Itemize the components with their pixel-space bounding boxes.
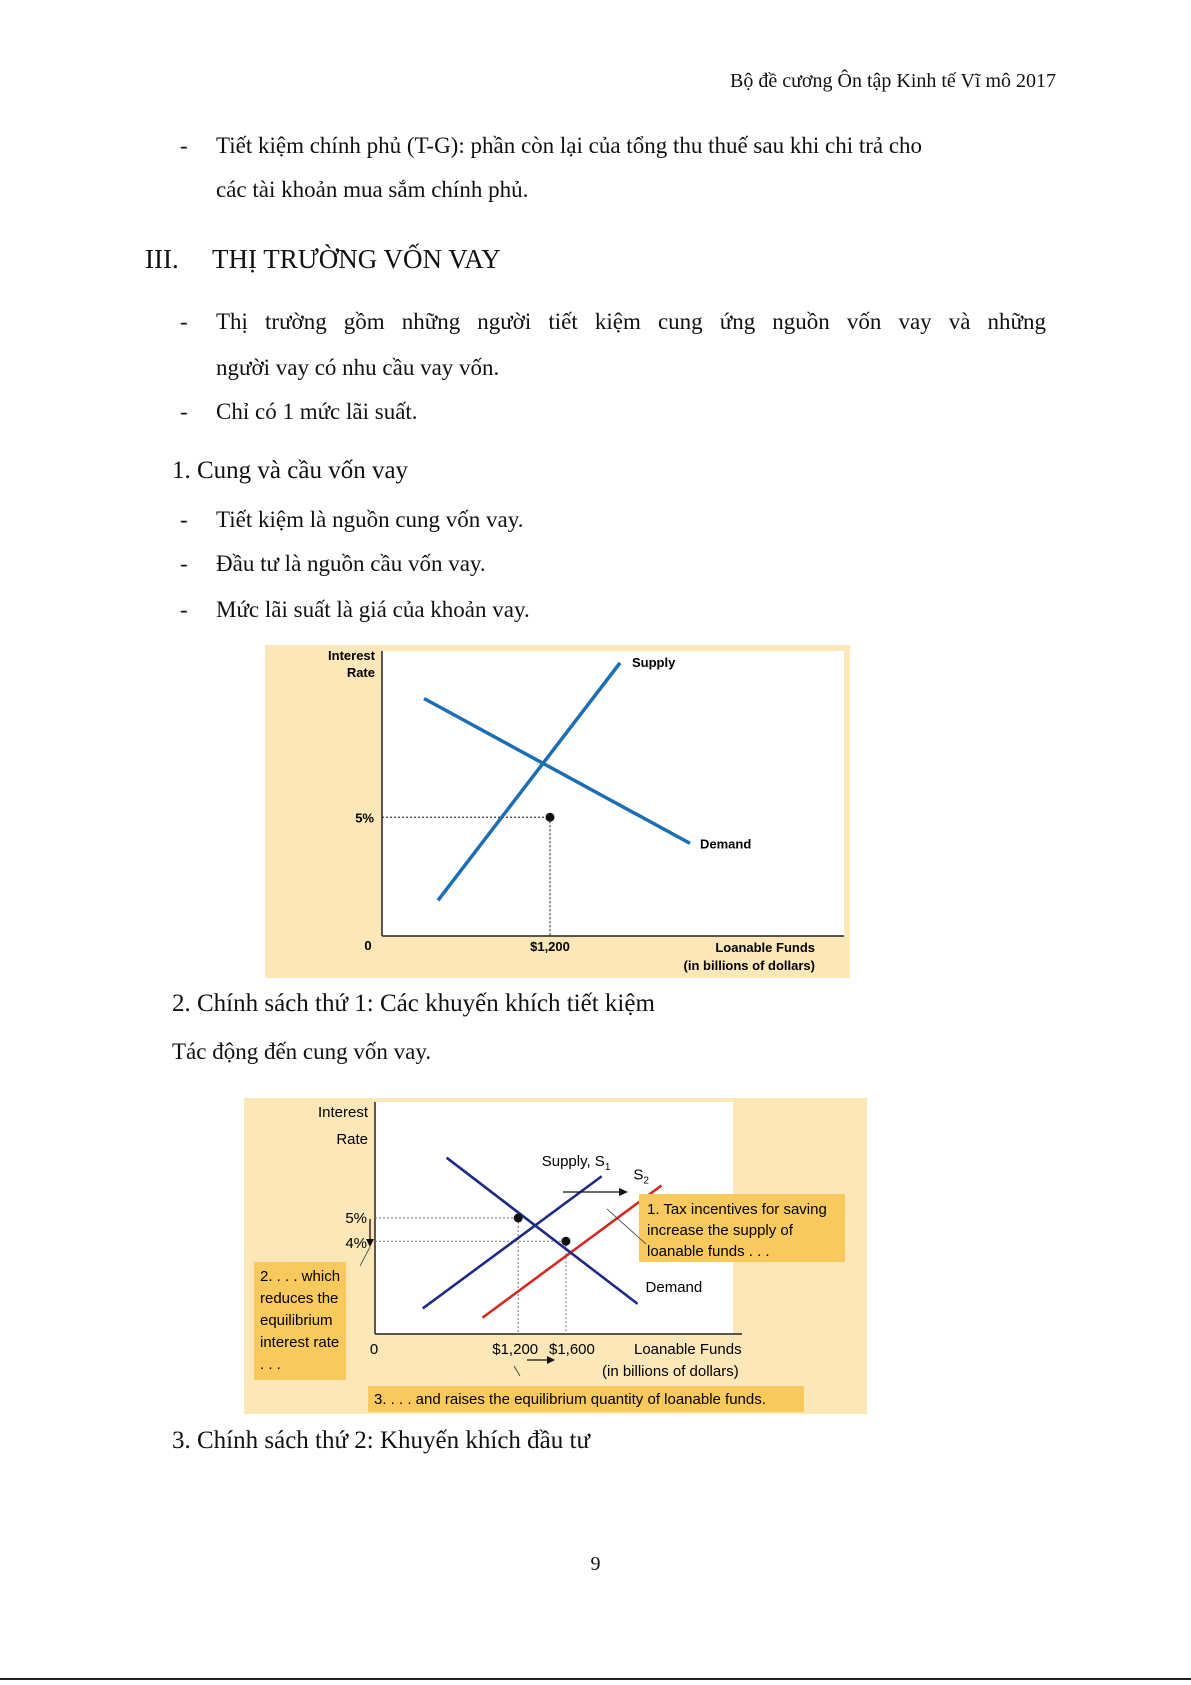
y-axis-label: Rate [346,665,375,680]
subsection-title: 1. Cung và cầu vốn vay [172,457,409,484]
annotation-text: equilibrium [260,1312,333,1329]
equilibrium-point [514,1214,523,1223]
bullet-text: Thị trường gồm những người tiết kiệm cung ứng nguồn vốn vay và những [216,309,1046,334]
loanable-funds-chart [265,645,850,978]
x-axis-label: Loanable Funds [634,1341,742,1358]
footer-rule [0,1678,1191,1680]
y-axis-label: Rate [336,1131,368,1148]
page-header: Bộ đề cương Ôn tập Kinh tế Vĩ mô 2017 [729,70,1056,92]
y-tick-label: 4% [345,1235,367,1253]
x-axis-label: Loanable Funds [715,940,815,955]
subsection-title: 2. Chính sách thứ 1: Các khuyến khích tiết kiệm [172,990,655,1017]
page-number: 9 [590,1553,601,1575]
equilibrium-point [561,1237,570,1246]
annotation-text: increase the supply of [647,1222,793,1239]
plot-area [382,651,844,936]
y-tick-label: 5% [345,1210,367,1227]
saving-incentive-chart [244,1098,867,1414]
series-label: Supply, $S_1$ [541,1153,611,1174]
bullet-text: các tài khoản mua sắm chính phủ. [216,177,529,202]
bullet-text: người vay có nhu cầu vay vốn. [216,355,500,380]
series-label: Demand [700,836,752,852]
annotation-text: . . . [260,1356,281,1373]
y-axis-label: Interest [317,1104,368,1121]
y-axis-label: Interest [328,648,375,663]
subsection-title: 3. Chính sách thứ 2: Khuyến khích đầu tư [172,1427,591,1454]
x-axis-label: (in billions of dollars) [683,958,815,973]
bullet-dash: - [180,309,188,334]
series-subscript: 1 [604,1162,611,1174]
equilibrium-point [546,813,555,822]
annotation-text: interest rate [260,1334,340,1351]
x-axis-label: (in billions of dollars) [602,1363,739,1380]
series-label: Supply [632,654,676,670]
paragraph: Tác động đến cung vốn vay. [172,1039,432,1064]
series-label: $S_2$ [633,1166,649,1187]
annotation-text: 2. . . . which [260,1268,341,1285]
y-tick-label: 5% [355,810,374,826]
bullet-dash: - [180,551,188,576]
bullet-dash: - [180,399,188,424]
x-tick-label: $1,200 [492,1341,539,1358]
section-title: THỊ TRƯỜNG VỐN VAY [212,244,501,274]
series-label: Demand [645,1278,703,1296]
section-number: III. [145,244,179,274]
bullet-text: Mức lãi suất là giá của khoản vay. [216,597,530,622]
bullet-dash: - [180,507,188,532]
series-subscript: 2 [643,1175,649,1187]
origin-label: 0 [364,938,372,953]
annotation-text: reduces the [260,1290,339,1307]
bullet-dash: - [180,597,188,622]
annotation-text: 3. . . . and raises the equilibrium quantity of loanable funds. [374,1391,766,1408]
annotation-text: 1. Tax incentives for saving [647,1201,827,1218]
annotation-text: loanable funds . . . [647,1243,770,1260]
bullet-text: Đầu tư là nguồn cầu vốn vay. [216,551,486,576]
origin-label: 0 [369,1341,379,1358]
bullet-dash: - [180,133,188,158]
bullet-text: Tiết kiệm chính phủ (T-G): phần còn lại của tổng thu thuế sau khi chi trả cho [216,133,923,158]
bullet-text: Tiết kiệm là nguồn cung vốn vay. [216,507,524,532]
x-tick-label: $1,200 [530,939,570,954]
x-tick-label: $1,600 [548,1341,595,1358]
bullet-text: Chỉ có 1 mức lãi suất. [216,399,418,424]
